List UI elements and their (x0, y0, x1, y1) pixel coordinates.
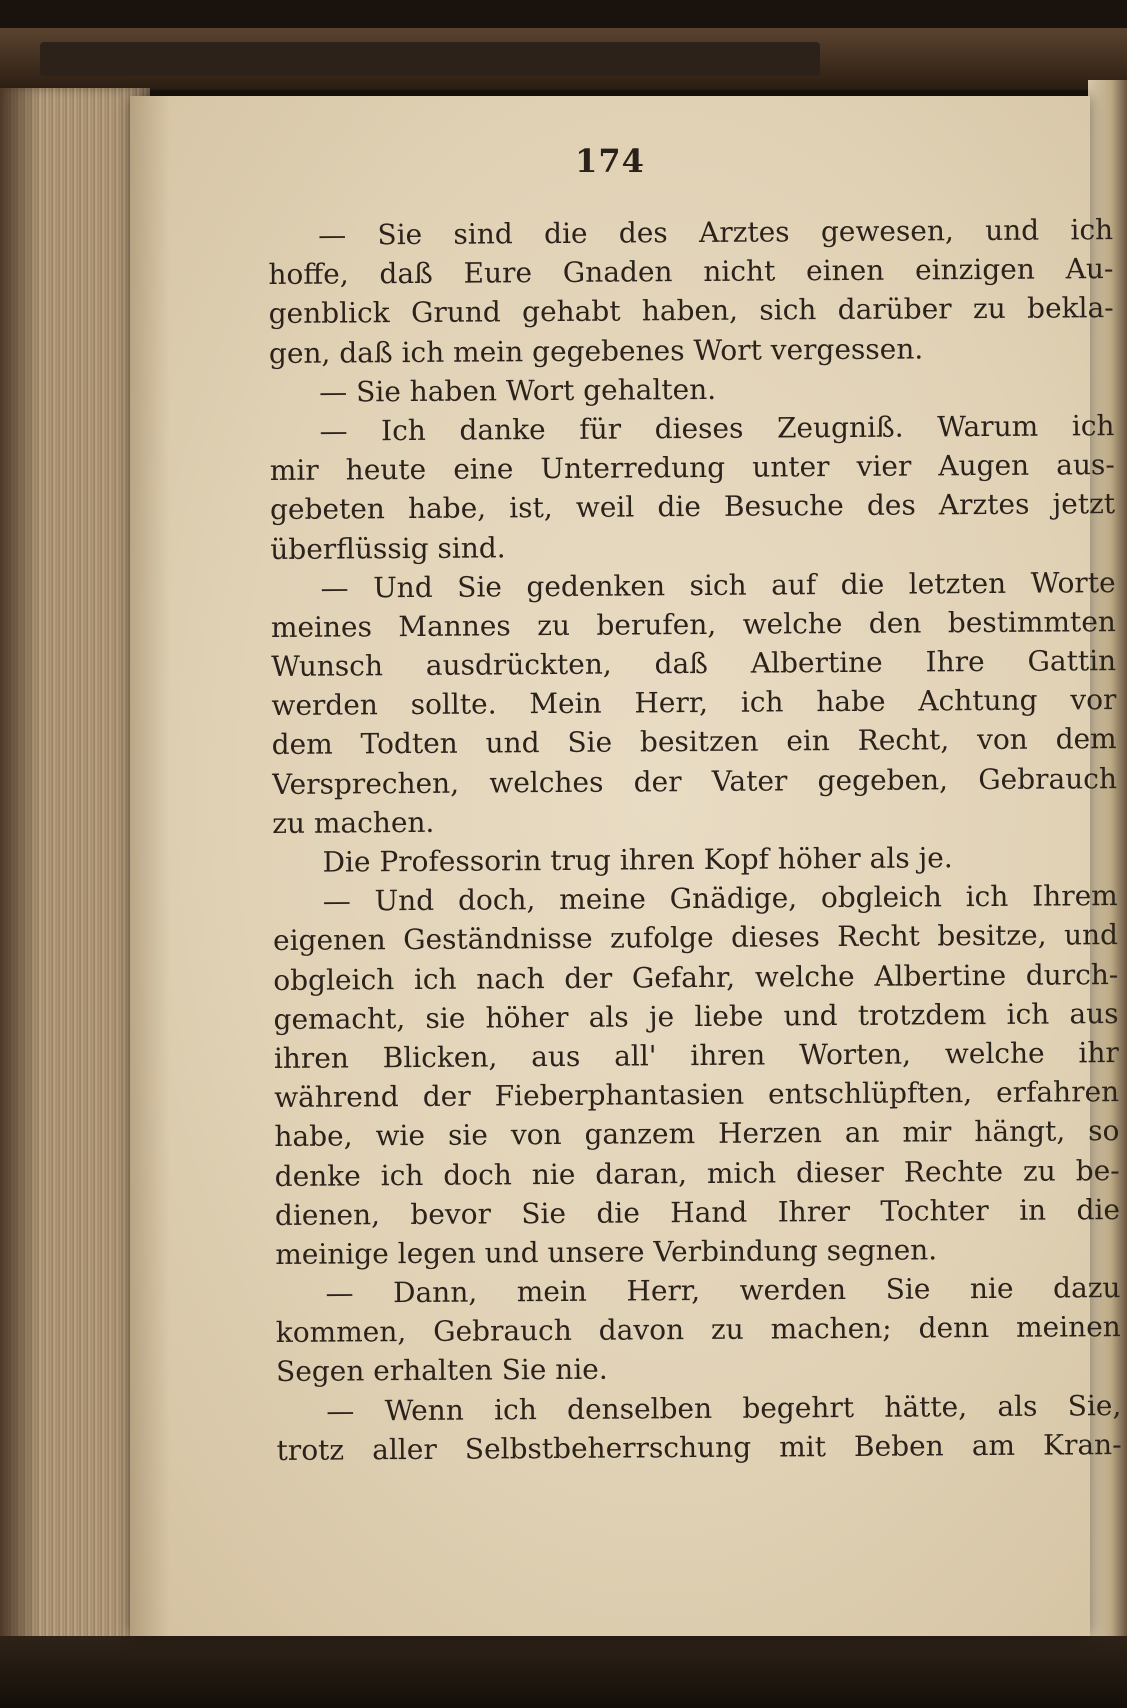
text-line: hoffe, daß Eure Gnaden nicht einen einzigen Au- (268, 252, 1114, 292)
text-line: — Sie haben Wort gehalten. (319, 372, 717, 409)
text-line: gemacht, sie höher als je liebe und trotzdem ich aus (273, 996, 1119, 1036)
text-line: obgleich ich nach der Gefahr, welche Albertine durch- (273, 957, 1119, 997)
text-line: gen, daß ich mein gegebenes Wort vergessen. (268, 331, 924, 370)
text-line: trotz aller Selbstbeherrschung mit Beben am Kran- (276, 1427, 1122, 1467)
text-line: — Ich danke für dieses Zeugniß. Warum ich (319, 409, 1115, 448)
text-line: — Und doch, meine Gnädige, obgleich ich Ihrem (322, 879, 1118, 918)
page-edges (0, 88, 150, 1648)
page-number: 174 (575, 142, 645, 180)
text-line: überflüssig sind. (270, 530, 506, 566)
text-line: Wunsch ausdrückten, daß Albertine Ihre Gattin (271, 644, 1117, 684)
text-line: Die Professorin trug ihren Kopf höher als je. (322, 841, 953, 879)
text-line: mir heute eine Unterredung unter vier Augen aus- (269, 448, 1115, 488)
text-line: — Und Sie gedenken sich auf die letzten Worte (320, 565, 1116, 605)
text-line: eigenen Geständnisse zufolge dieses Recht besitze, und (272, 918, 1119, 958)
book-cover-spine-shadow (40, 42, 820, 76)
book-page (130, 96, 1122, 1636)
text-line: genblick Grund gehabt haben, sich darüber zu bekla- (268, 291, 1114, 331)
text-line: habe, wie sie von ganzem Herzen an mir hängt, so (274, 1114, 1120, 1154)
text-line: gebeten habe, ist, weil die Besuche des Arztes jetzt (269, 487, 1116, 527)
text-line: denke ich doch nie daran, mich dieser Rechte zu be- (274, 1153, 1120, 1193)
text-line: meines Mannes zu berufen, welche den bestimmten (270, 604, 1116, 644)
page-text (268, 210, 1122, 1470)
text-line: zu machen. (272, 805, 435, 840)
bottom-shadow (0, 1636, 1127, 1708)
text-line: ihren Blicken, aus all' ihren Worten, welche ihr (273, 1036, 1119, 1075)
text-line: — Dann, mein Herr, werden Sie nie dazu (325, 1271, 1121, 1310)
text-line: — Sie sind die des Arztes gewesen, und ich (318, 213, 1114, 252)
text-line: — Wenn ich denselben begehrt hätte, als Sie, (326, 1388, 1122, 1428)
text-line: meinige legen und unsere Verbindung segnen. (275, 1233, 938, 1271)
text-line: dienen, bevor Sie die Hand Ihrer Tochter in die (274, 1192, 1121, 1232)
text-line: Versprechen, welches der Vater gegeben, Gebrauch (271, 761, 1118, 801)
text-line: während der Fieberphantasien entschlüpften, erfahren (274, 1075, 1120, 1115)
text-line: dem Todten und Sie besitzen ein Recht, von dem (271, 722, 1117, 762)
text-line: werden sollte. Mein Herr, ich habe Achtung vor (271, 683, 1117, 723)
text-line: Segen erhalten Sie nie. (275, 1353, 608, 1389)
text-line: kommen, Gebrauch davon zu machen; denn meinen (275, 1310, 1121, 1350)
